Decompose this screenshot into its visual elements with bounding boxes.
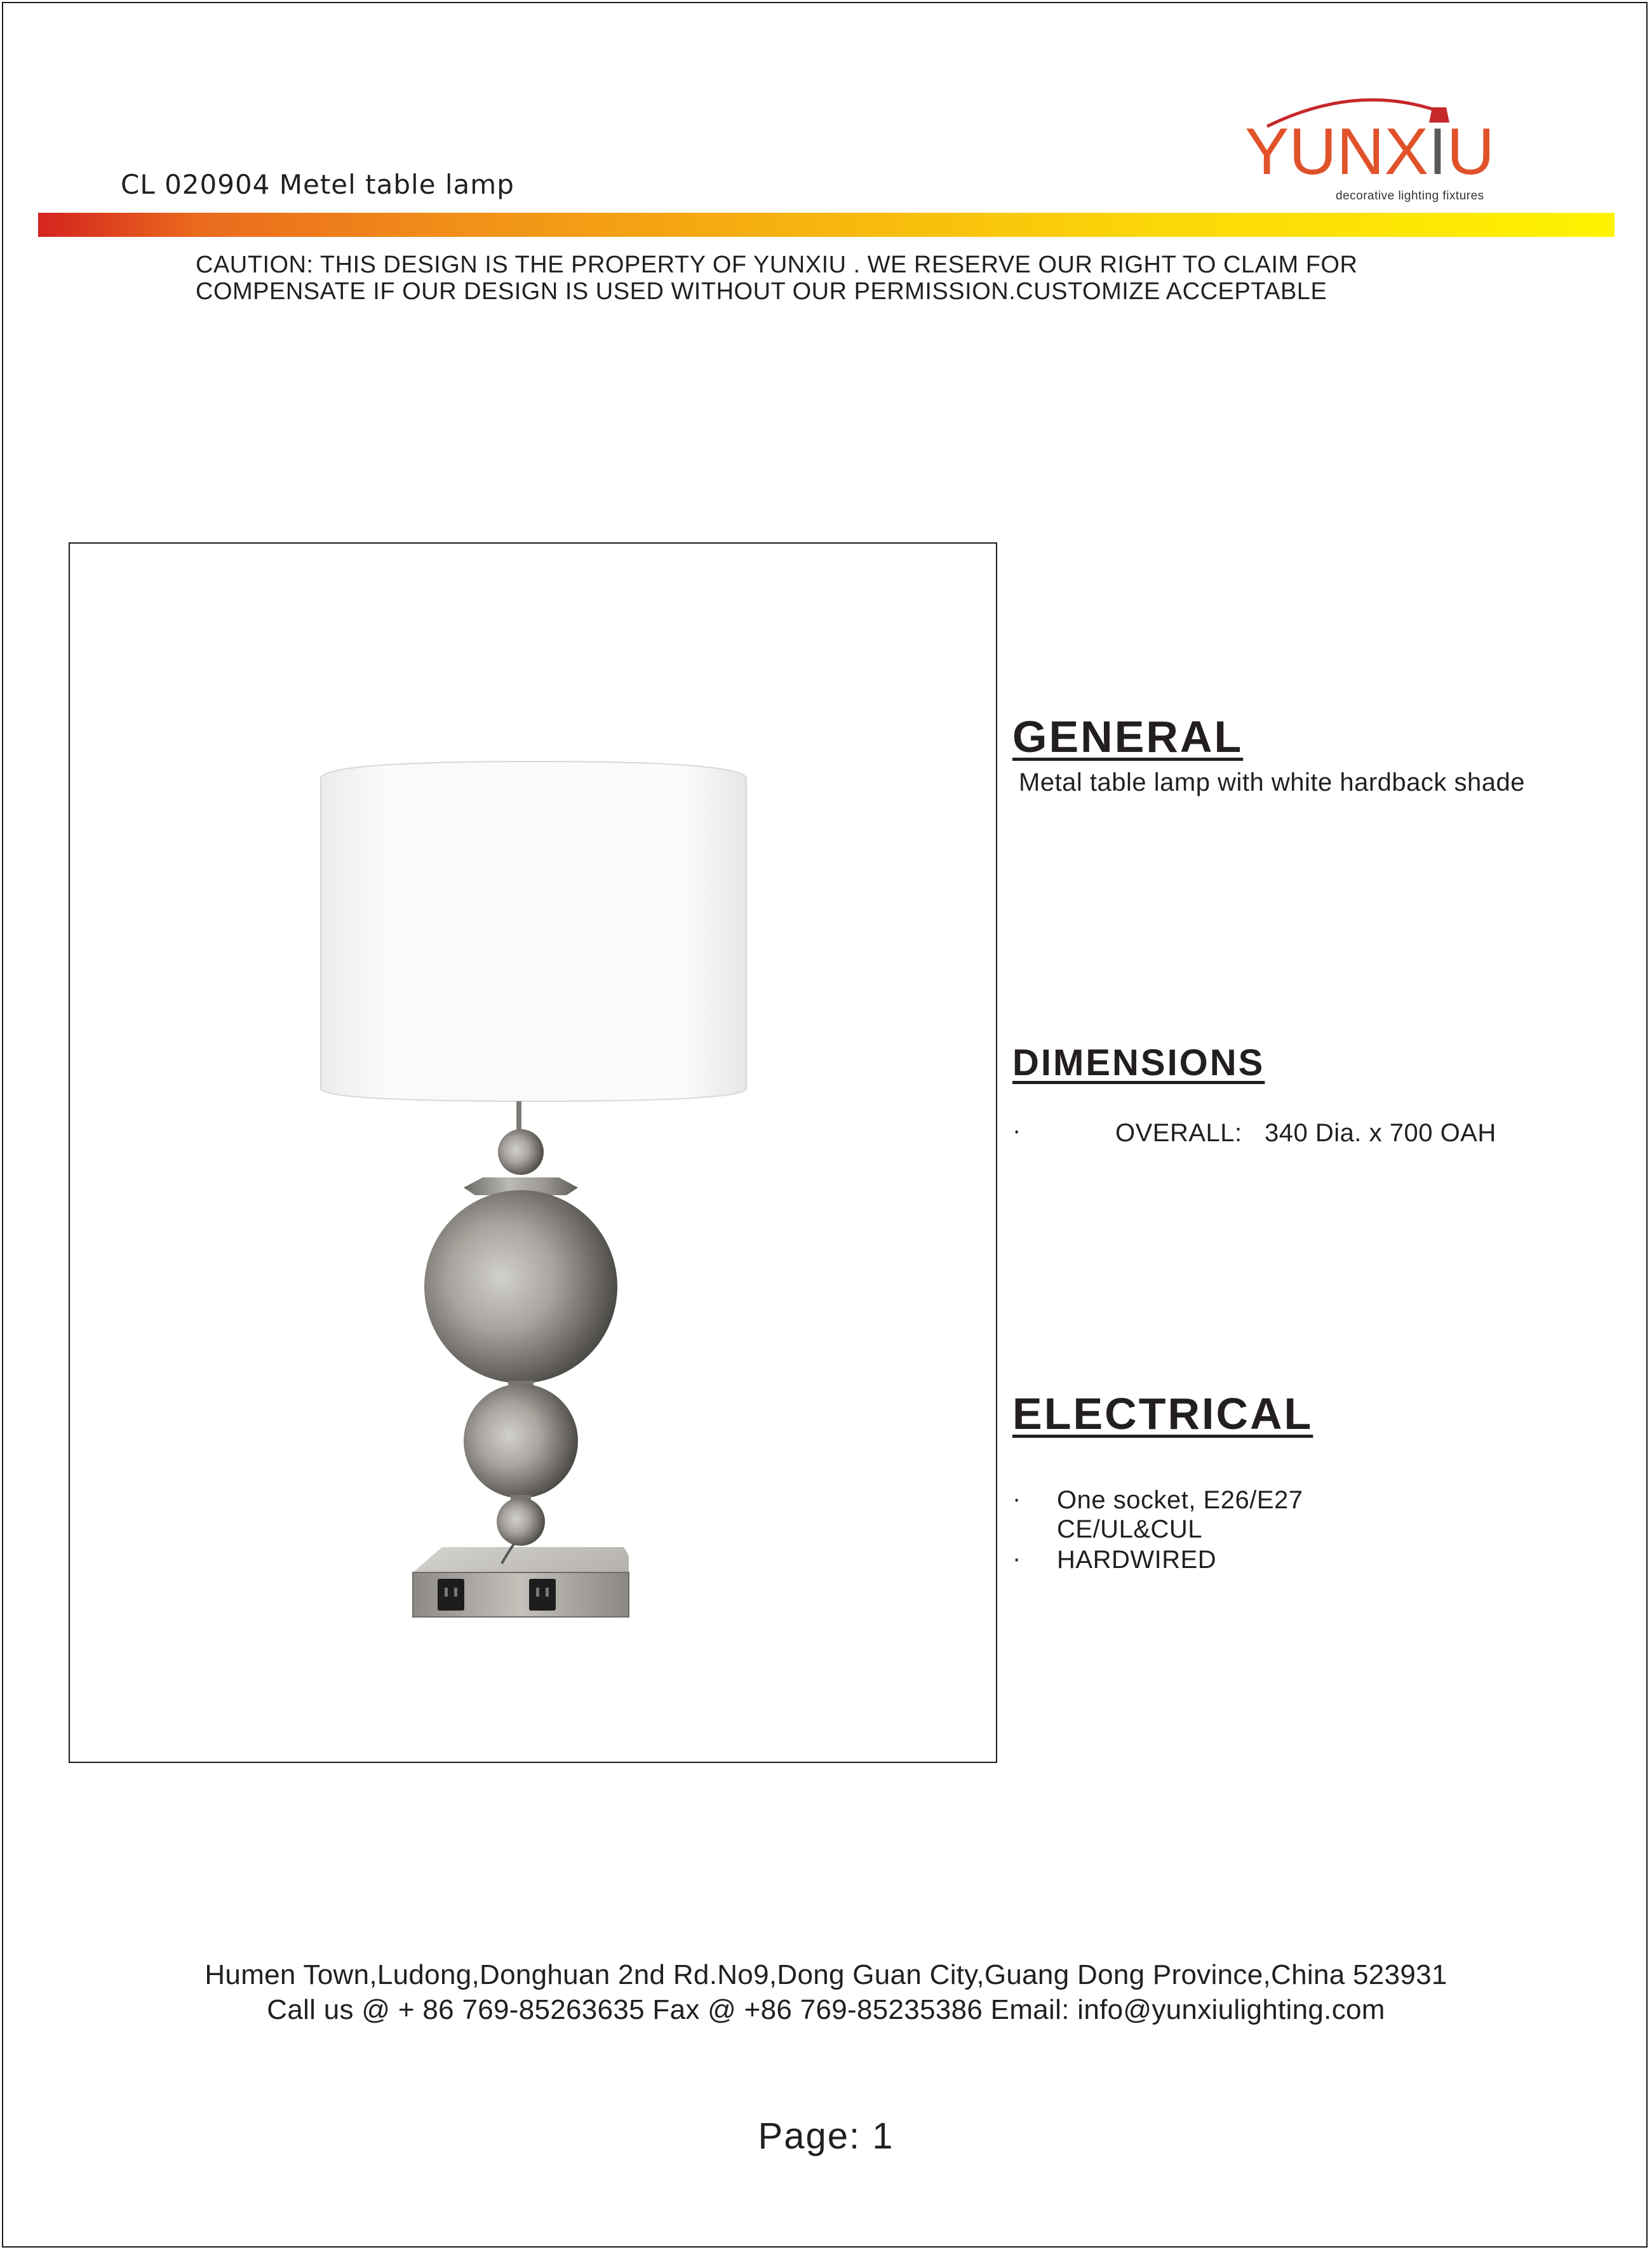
logo-wordmark <box>1245 115 1494 189</box>
caution-line-2: COMPENSATE IF OUR DESIGN IS USED WITHOUT OUR PERMISSION.CUSTOMIZE ACCEPTABLE <box>196 278 1327 305</box>
electrical-socket: One socket, E26/E27 <box>1057 1486 1303 1514</box>
electrical-bullet-2: · <box>1012 1545 1021 1572</box>
yunxiu-logo <box>1242 86 1508 213</box>
outlet-right-icon <box>529 1579 556 1611</box>
overall-label: OVERALL: <box>1115 1119 1242 1147</box>
general-description: Metal table lamp with white hardback shade <box>1019 768 1525 796</box>
overall-value: 340 Dia. x 700 OAH <box>1265 1119 1496 1147</box>
table-lamp-image <box>70 544 996 1762</box>
electrical-heading: ELECTRICAL <box>1012 1389 1313 1438</box>
logo-word-orange: YUNX <box>1245 115 1428 189</box>
logo-word-u: U <box>1446 115 1494 189</box>
electrical-bullet-1: · <box>1012 1485 1021 1513</box>
page-number: Page: 1 <box>758 2115 894 2157</box>
dimensions-heading: DIMENSIONS <box>1012 1042 1265 1083</box>
general-heading: GENERAL <box>1012 712 1244 761</box>
electrical-hardwired: HARDWIRED <box>1057 1546 1217 1574</box>
logo-word-i: I <box>1428 115 1447 189</box>
logo-tagline: decorative lighting fixtures <box>1336 189 1484 203</box>
header-gradient-bar <box>38 213 1615 237</box>
dimensions-bullet: · <box>1012 1116 1021 1144</box>
electrical-certification: CE/UL&CUL <box>1057 1515 1203 1543</box>
footer-address: Humen Town,Ludong,Donghuan 2nd Rd.No9,Dong Guan City,Guang Dong Province,China 523931 <box>205 1959 1447 1990</box>
document-title: CL 020904 Metel table lamp <box>121 169 514 200</box>
outlet-left-icon <box>438 1579 464 1611</box>
product-image-frame <box>69 542 997 1763</box>
caution-notice <box>196 251 1498 305</box>
caution-line-1: CAUTION: THIS DESIGN IS THE PROPERTY OF YUNXIU . WE RESERVE OUR RIGHT TO CLAIM FOR <box>196 251 1358 278</box>
footer-contact: Call us @ + 86 769-85263635 Fax @ +86 769-85235386 Email: info@yunxiulighting.com <box>267 1994 1385 2025</box>
